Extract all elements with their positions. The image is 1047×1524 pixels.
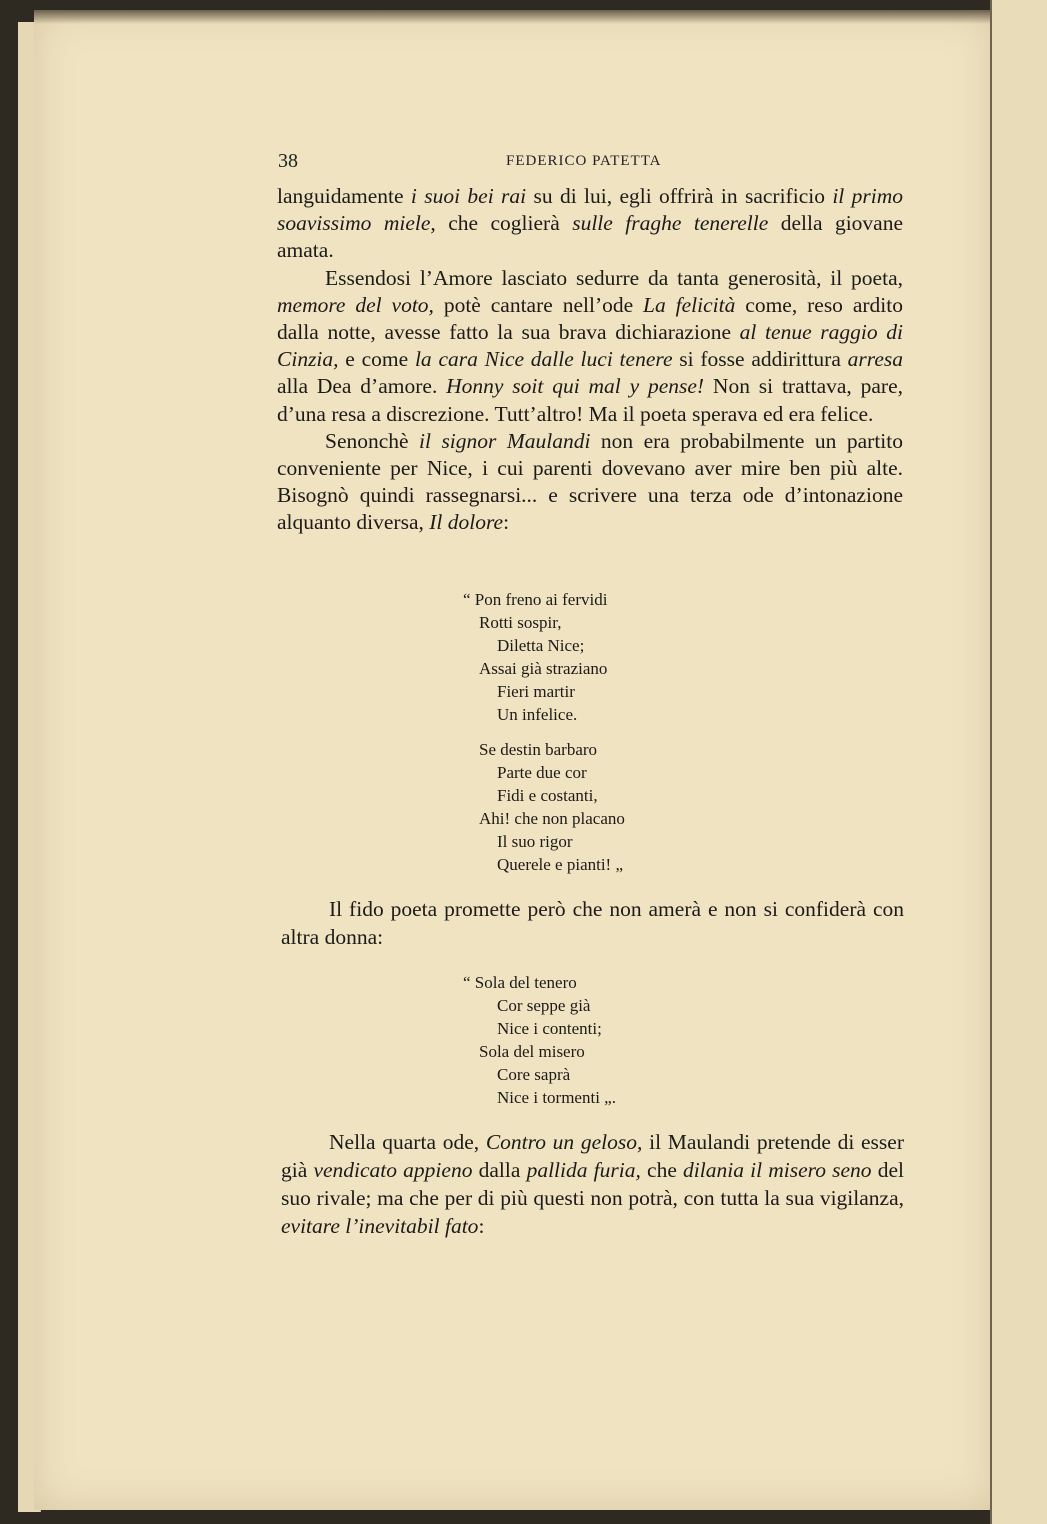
poem-line: “ Sola del tenero bbox=[463, 973, 577, 992]
paragraph-3: Senonchè il signor Maulandi non era probabilmente un partito conveniente per Nice, i cui parenti dovevano aver mire ben più alte. Bisognò quindi rassegnarsi... e scrivere una terza ode d’intonazione alquanto diversa, Il dolore: bbox=[277, 428, 903, 535]
paragraph-5: Nella quarta ode, Contro un geloso, il Maulandi pretende di esser già vendicato appieno dalla pallida furia, che dilania il misero seno del suo rivale; ma che per di più questi non potrà, con tutta la sua vigilanza, evitare l’inevitabil fato: bbox=[281, 1130, 904, 1238]
top-shadow bbox=[34, 10, 994, 24]
body-text bbox=[277, 183, 903, 537]
poem-line: Rotti sospir, bbox=[479, 613, 562, 632]
poem-line: Nice i contenti; bbox=[497, 1019, 602, 1038]
paragraph-1: languidamente i suoi bei rai su di lui, egli offrirà in sacrificio il primo soavissimo miele, che coglierà sulle fraghe tenerelle della giovane amata. bbox=[277, 184, 904, 263]
poem-line: Il suo rigor bbox=[497, 832, 573, 851]
poem-line: Nice i tormenti „. bbox=[497, 1088, 616, 1107]
page-number: 38 bbox=[278, 150, 298, 172]
adjacent-page-strip bbox=[990, 0, 1047, 1524]
poem-line: Core saprà bbox=[497, 1065, 571, 1084]
poem-line: Cor seppe già bbox=[497, 996, 591, 1015]
paragraph-4: Il fido poeta promette però che non amerà e non si confiderà con altra donna: bbox=[281, 897, 904, 949]
paragraph-2: Essendosi l’Amore lasciato sedurre da tanta generosità, il poeta, memore del voto, potè cantare nell’ode La felicità come, reso ardito dalla notte, avesse fatto la sua brava dichiarazione al tenue raggio di Cinzia, e come la cara Nice dalle luci tenere si fosse addirittura arresa alla Dea d’amore. Honny soit qui mal y pense! Non si trattava, pare, d’una resa a discrezione. Tutt’altro! Ma il poeta sperava ed era felice. bbox=[277, 265, 903, 426]
poem-line: Fidi e costanti, bbox=[497, 786, 598, 805]
poem-line: Un infelice. bbox=[497, 705, 578, 724]
poem-sola-del-tenero bbox=[463, 971, 703, 1109]
running-title: FEDERICO PATETTA bbox=[506, 153, 662, 169]
poem-line: Assai già straziano bbox=[479, 659, 608, 678]
poem-line: Se destin barbaro bbox=[479, 740, 598, 759]
poem-line: Parte due cor bbox=[497, 763, 587, 782]
poem-line: Ahi! che non placano bbox=[479, 809, 625, 828]
poem-line: Querele e pianti! „ bbox=[497, 855, 624, 874]
running-header bbox=[278, 150, 904, 176]
poem-line: Diletta Nice; bbox=[497, 636, 585, 655]
poem-line: “ Pon freno ai fervidi bbox=[463, 590, 608, 609]
poem-line: Fieri martir bbox=[497, 682, 575, 701]
poem-il-dolore bbox=[463, 588, 703, 876]
poem-line: Sola del misero bbox=[479, 1042, 585, 1061]
